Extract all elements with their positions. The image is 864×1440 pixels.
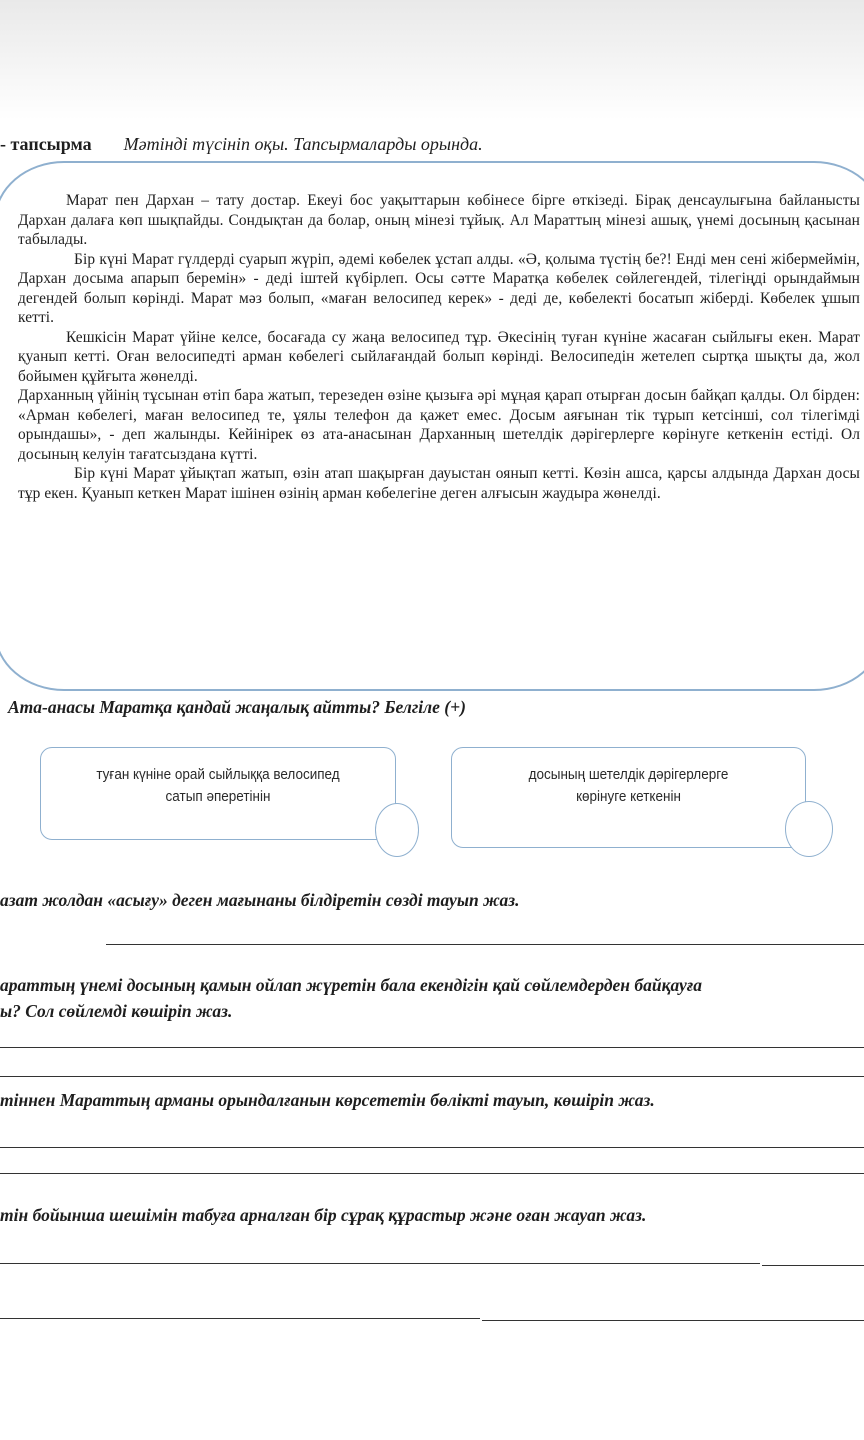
answer-line[interactable] — [0, 1173, 864, 1174]
story-paragraph-3: Кешкісін Марат үйіне келсе, босағада су жаңа велосипед тұр. Әкесінің туған күніне жасаған сыйлығы екен. Марат қуанып кетті. Оған велосипедті арман көбелегі сыйлағандай болып көрінді. Велосипедін жетелеп сыртқа шықты да, жол бойымен құйғыта жөнелді. — [18, 328, 860, 385]
option-2-line-2: көрінуге кеткенін — [576, 788, 681, 805]
answer-line[interactable] — [106, 944, 864, 945]
question-2: азат жолдан «асығу» деген мағынаны білдіретін сөзді тауып жаз. — [0, 890, 520, 910]
answer-line[interactable] — [0, 1047, 864, 1048]
answer-line[interactable] — [482, 1320, 864, 1321]
question-3-line-1: араттың үнемі досының қамын ойлап жүретін бала екендігін қай сөйлемдерден байқауға — [0, 975, 702, 995]
answer-line[interactable] — [0, 1076, 864, 1077]
answer-line[interactable] — [762, 1265, 864, 1266]
task-number: - тапсырма — [0, 134, 92, 154]
question-5: тін бойынша шешімін табуға арналған бір сұрақ құрастыр және оған жауап жаз. — [0, 1205, 647, 1225]
question-3-line-2: ы? Сол сөйлемді көшіріп жаз. — [0, 1001, 233, 1021]
top-shadow — [0, 0, 864, 120]
story-paragraph-2: Бір күні Марат гүлдерді суарып жүріп, әдемі көбелек ұстап алды. «Ә, қолыма түстің бе?! Енді мен сені жібермеймін, Дархан досыма апарып беремін» - деді іштей күбірлеп. Осы сәтте Маратқа көбелек сөйлегендей, тілегіңді орындаймын дегендей болып көрінді. Марат мәз болып, «маған велосипед керек» - деді де, көбелекті босатып жіберді. Көбелек ұшып кетті. — [18, 250, 860, 326]
task-instruction: Мәтінді түсініп оқы. Тапсырмаларды орында. — [123, 134, 483, 154]
story-text — [18, 191, 860, 503]
answer-option-1 — [40, 747, 396, 840]
option-2-checkbox[interactable] — [785, 801, 833, 857]
answer-option-2 — [451, 747, 806, 848]
option-1-line-1: туған күніне орай сыйлыққа велосипед — [96, 766, 340, 783]
task-heading — [0, 134, 483, 155]
answer-line[interactable] — [0, 1147, 864, 1148]
story-paragraph-1: Марат пен Дархан – тату достар. Екеуі бос уақыттарын көбінесе бірге өткізеді. Бірақ денсаулығына байланысты Дархан далаға көп шықпайды. Сондықтан да болар, оның мінезі тұйық. Ал Мараттың мінезі ашық, үнемі досының қасынан табылады. — [18, 192, 860, 248]
answer-line[interactable] — [0, 1263, 760, 1264]
option-1-line-2: сатып әперетінін — [165, 788, 271, 805]
option-1-checkbox[interactable] — [375, 803, 419, 857]
answer-line[interactable] — [0, 1318, 480, 1319]
question-3 — [0, 972, 702, 1024]
question-1: Ата-анасы Маратқа қандай жаңалық айтты? Белгіле (+) — [8, 697, 466, 717]
question-4: тіннен Мараттың арманы орындалғанын көрсететін бөлікті тауып, көшіріп жаз. — [0, 1090, 655, 1110]
story-paragraph-4: Дарханның үйінің тұсынан өтіп бара жатып, терезеден өзіне қызыға әрі мұңая қарап отырған досын байқап қалды. Ол бірден: «Арман көбелегі, маған велосипед те, ұялы телефон да қажет емес. Досым аяғынан тік тұрып кетсінші, сол тілегімді орындашы», - деп жалынды. Кейінірек өз ата-анасынан Дарханның шетелдік дәрігерлерге көрінуге кеткенін естіді. Ол досының келуін тағатсыздана күтті. — [18, 387, 860, 463]
story-paragraph-5: Бір күні Марат ұйықтап жатып, өзін атап шақырған дауыстан оянып кетті. Көзін ашса, қарсы алдында Дархан досы тұр екен. Қуанып кеткен Марат ішінен өзінің арман көбелегіне деген алғысын жаудыра жөнелді. — [18, 465, 860, 502]
option-2-line-1: досының шетелдік дәрігерлерге — [528, 766, 729, 783]
